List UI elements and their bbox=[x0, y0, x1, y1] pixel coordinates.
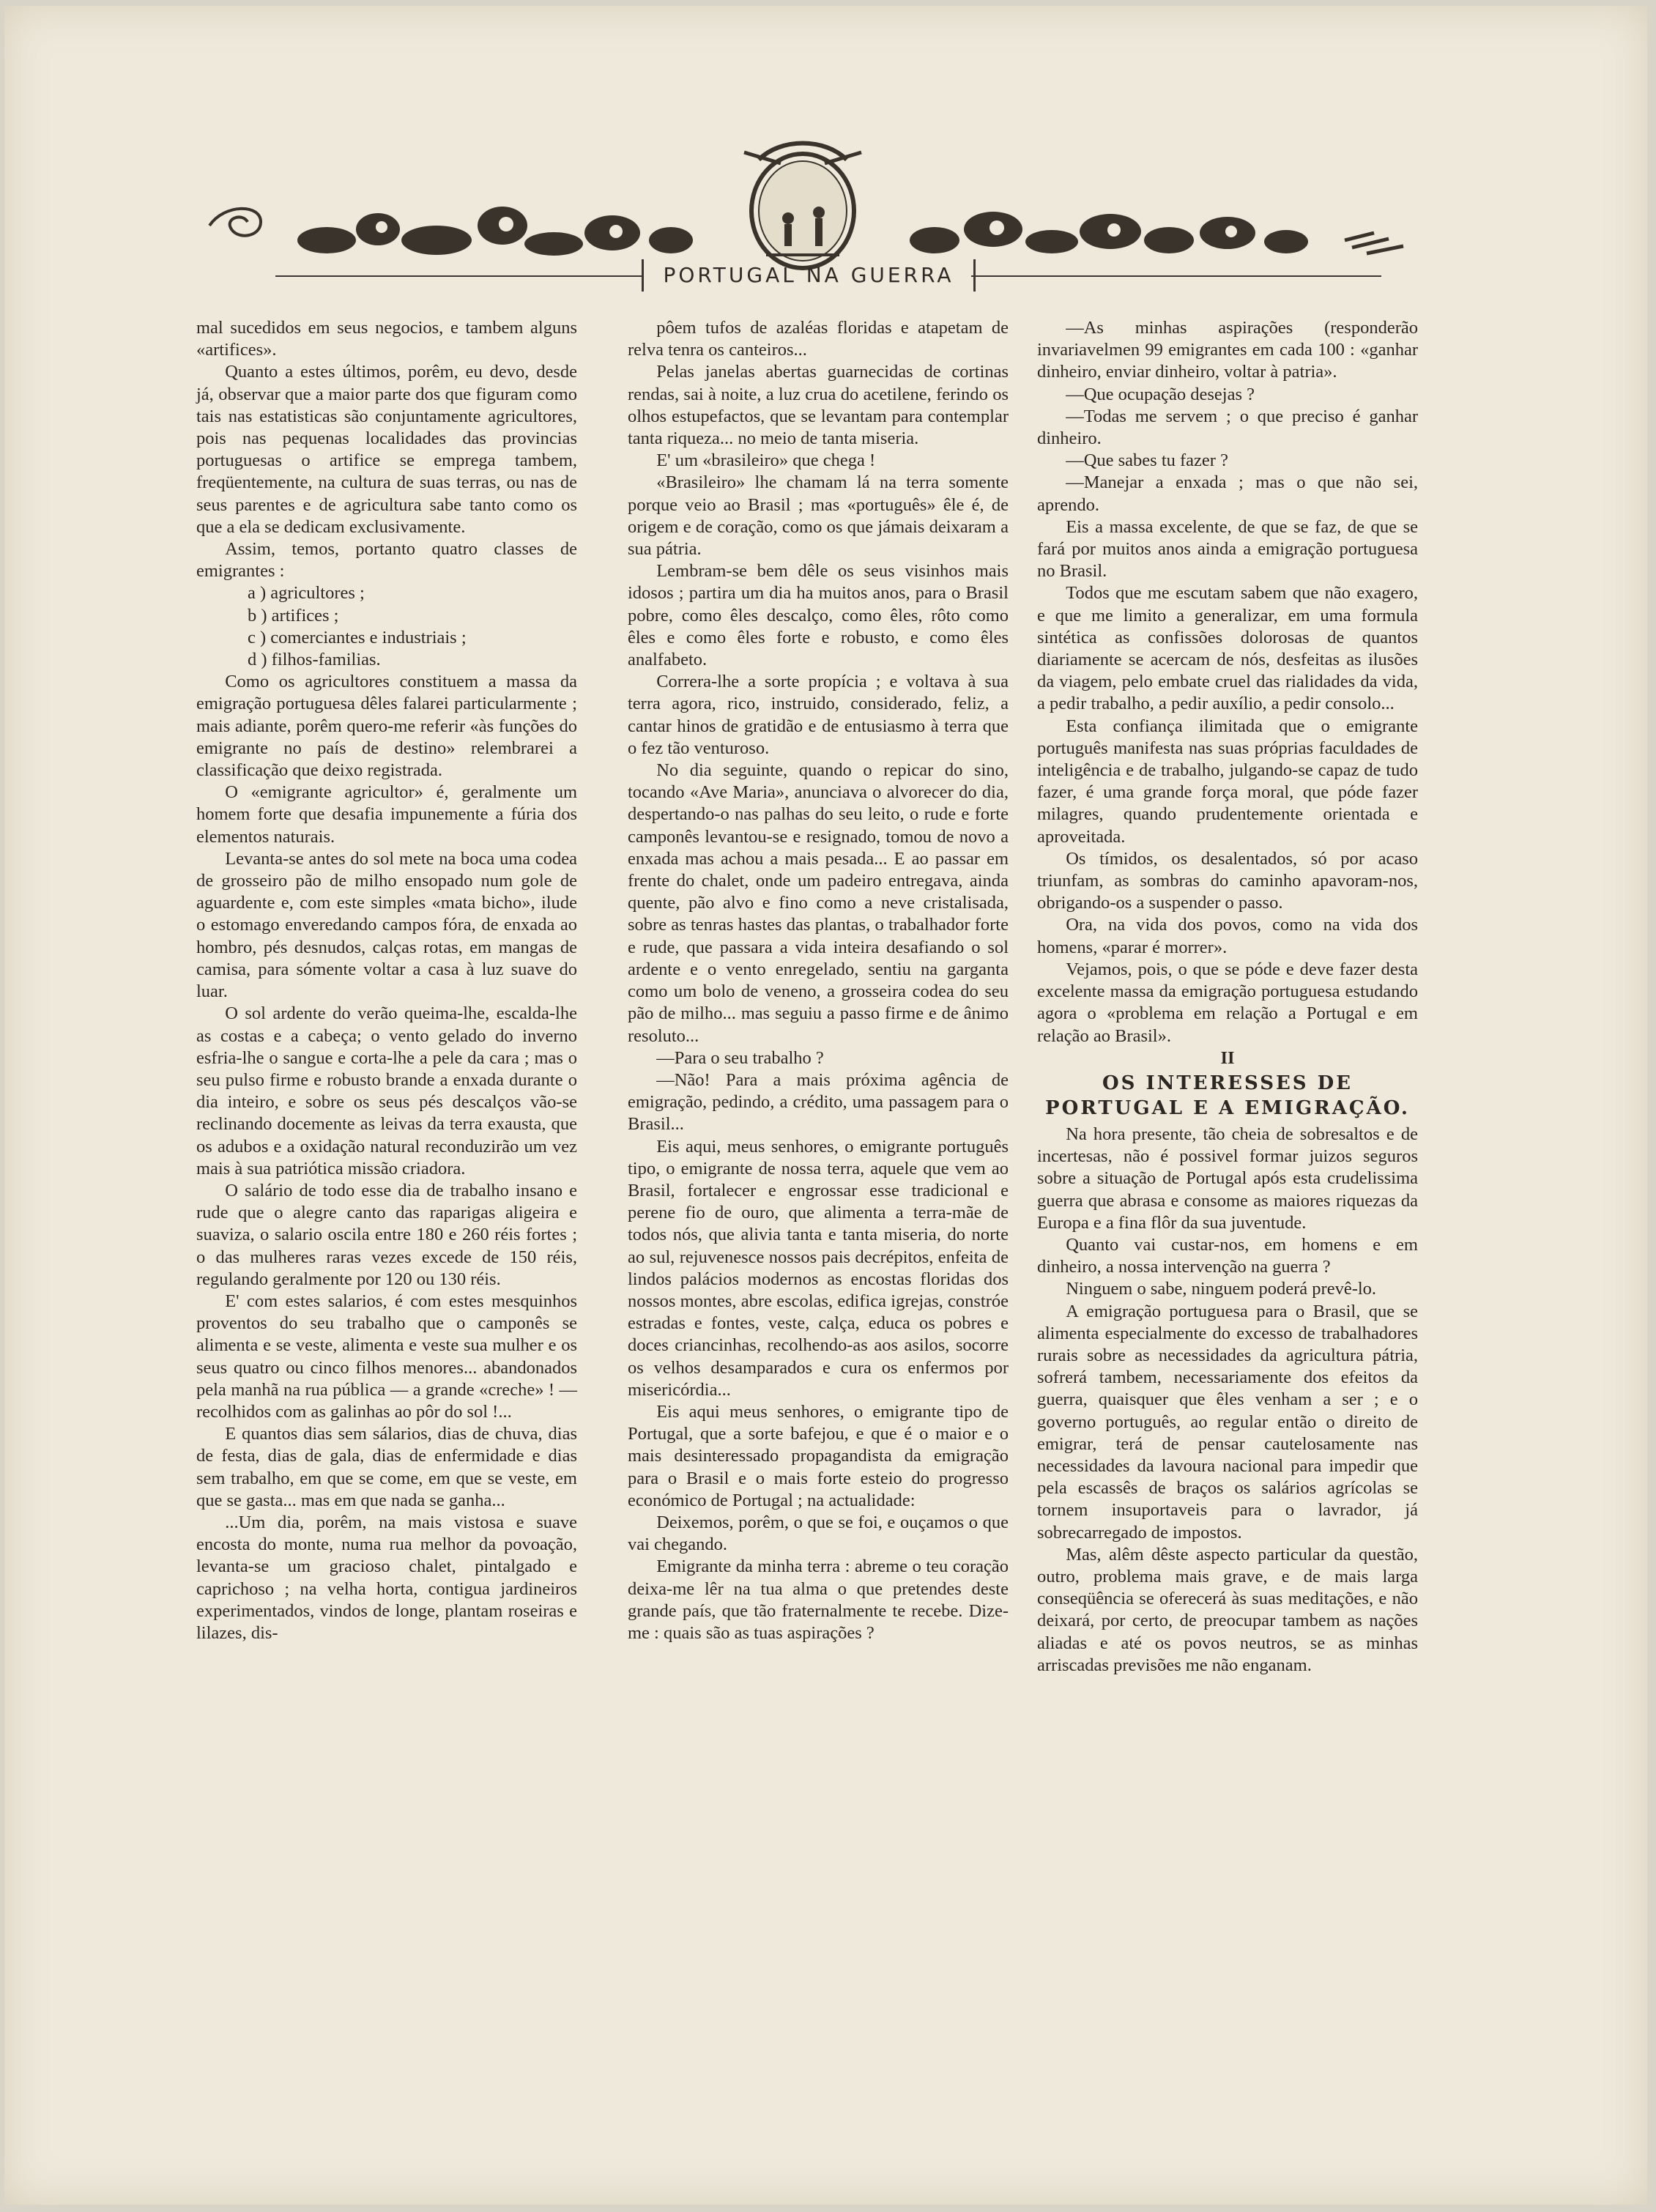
paragraph: Como os agricultores constituem a massa da emigração portuguesa dêles falarei particularmente ; mais adiante, porêm quero-me referir «às funções do emigrante no país de destino» relembrarei a classificação que deixo registrada. bbox=[196, 672, 577, 781]
paragraph: d ) filhos-familias. bbox=[248, 650, 381, 670]
paragraph: Assim, temos, portanto quatro classes de emigrantes : bbox=[196, 539, 577, 582]
paragraph: —Que sabes tu fazer ? bbox=[1066, 450, 1228, 471]
paragraph: O salário de todo esse dia de trabalho insano e rude que o alegre canto das raparigas aligeira e suaviza, o salario oscila entre 180 e 260 réis fortes ; o das mulheres raras vezes excede de 150 réis, regulando geralmente por 120 ou 130 réis. bbox=[196, 1180, 577, 1289]
paragraph: Ora, na vida dos povos, como na vida dos homens, «parar é morrer». bbox=[1037, 915, 1418, 957]
paragraph: A emigração portuguesa para o Brasil, que se alimenta especialmente do excesso de trabalhadores rurais sobre as necessidades da agricultura pátria, sofrerá tambem, necessariamente dos efeitos da guerra, quaisquer que êles venham a ser ; e o governo português, ao regular então o direito de emigrar, terá de pensar cautelosamente nas necessidades da lavoura nacional para impedir que pela escassês de braços os salários agrícolas se tornem insuportaveis para o lavrador, já sobrecarregado de impostos. bbox=[1037, 1301, 1418, 1543]
paragraph: Esta confiança ilimitada que o emigrante português manifesta nas suas próprias faculdades de inteligência e de trabalho, julgando-se capaz de tudo fazer, é uma grande força moral, que póde fazer milagres, quando prudentemente orientada e aproveitada. bbox=[1037, 716, 1418, 847]
text-column-3 bbox=[1037, 317, 1418, 1677]
paragraph: —Manejar a enxada ; mas o que não sei, aprendo. bbox=[1037, 472, 1418, 515]
paragraph: Todos que me escutam sabem que não exagero, e que me limito a generalizar, em uma formula sintética as confissões dolorosas de quantos diariamente se acercam de nós, desfeitas as ilusões da viagem, pelo embate cruel das rialidades da vida, a pedir trabalho, a pedir auxílio, a pedir consolo... bbox=[1037, 583, 1418, 714]
paragraph: Eis aqui, meus senhores, o emigrante português tipo, o emigrante de nossa terra, aquele que vem ao Brasil, fortalecer e engrossar esse tradicional e perene fio de ouro, que alimenta a terra-mãe de todos nós, que alivia tanta e tanta miseria, do norte ao sul, rejuvenesce nossos pais decrépitos, enfeita de lindos palácios modernos as encostas floridas dos nossos montes, abre escolas, edifica igrejas, constróe estradas e fontes, veste, calça, educa os pobres e doces criancinhas, recolhendo-as aos asilos, socorre os velhos desamparados e cura os enfermos por misericórdia... bbox=[628, 1136, 1009, 1400]
paragraph: No dia seguinte, quando o repicar do sino, tocando «Ave Maria», anunciava o alvorecer do dia, despertando-o nas palhas do seu leito, o rude e forte camponês levantou-se e resignado, tomou de novo a enxada mas achou a mais pesada... E ao passar em frente do chalet, onde um padeiro entregava, ainda quente, pão alvo e fino como a neve cristalisada, sobre as tenras hastes das plantas, o trabalhador forte e rude, que passara a vida inteira desafiando o sol ardente e o vento enregelado, sentiu na garganta como um bolo de veneno, a grosseira codea do seu pão de milho... mas seguiu a passo firme e de ânimo resoluto... bbox=[628, 760, 1009, 1046]
paragraph: —Para o seu trabalho ? bbox=[656, 1047, 824, 1068]
paragraph: Quanto vai custar-nos, em homens e em dinheiro, a nossa intervenção na guerra ? bbox=[1037, 1234, 1418, 1277]
text-column-1 bbox=[196, 317, 577, 1644]
paragraph: E quantos dias sem sálarios, dias de chuva, dias de festa, dias de gala, dias de enfermidade e dias sem trabalho, em que se come, em que se veste, em que se gasta... mas em que nada se ganha... bbox=[196, 1424, 577, 1510]
newspaper-page bbox=[4, 6, 1647, 2205]
paragraph: a ) agricultores ; bbox=[248, 583, 365, 604]
paragraph: Eis aqui meus senhores, o emigrante tipo de Portugal, que a sorte bafejou, e que é o maior e o mais desinteressado propagandista da emigração para o Brasil e o mais forte esteio do progresso económico de Portugal ; na actualidade: bbox=[628, 1401, 1009, 1510]
paragraph: «Brasileiro» lhe chamam lá na terra somente porque veio ao Brasil ; mas «português» êle é, de origem e de coração, como os que jámais deixaram a sua pátria. bbox=[628, 472, 1009, 560]
paragraph: Vejamos, pois, o que se póde e deve fazer desta excelente massa da emigração portuguesa estudando agora o «problema em relação a Portugal e em relação ao Brasil». bbox=[1037, 959, 1418, 1046]
paragraph: Deixemos, porêm, o que se foi, e ouçamos o que vai chegando. bbox=[628, 1512, 1009, 1555]
paragraph: Eis a massa excelente, de que se faz, de que se fará por muitos anos ainda a emigração portuguesa no Brasil. bbox=[1037, 516, 1418, 582]
paragraph: Na hora presente, tão cheia de sobresaltos e de incertesas, não é possivel formar juizos seguros sobre a situação de Portugal após esta crudelissima guerra que abrasa e consome as maiores riquezas da Europa e a fina flôr da sua juventude. bbox=[1037, 1124, 1418, 1233]
masthead-rule-left bbox=[275, 275, 642, 277]
paragraph: mal sucedidos em seus negocios, e tambem alguns «artifices». bbox=[196, 318, 577, 360]
paragraph: E' com estes salarios, é com estes mesquinhos proventos do seu trabalho que o camponês se alimenta e se veste, alimenta e veste sua mulher e os seus quatro ou cinco filhos menores... abandonados pela manhã na rua pública — a grande «creche» ! — recolhidos com as galinhas ao pôr do sol !... bbox=[196, 1291, 577, 1422]
paragraph: Emigrante da minha terra : abreme o teu coração deixa-me lêr na tua alma o que pretendes deste grande país, que tão fraternalmente te recebe. Dize-me : quais são as tuas aspirações ? bbox=[628, 1556, 1009, 1643]
paragraph: Mas, alêm dêste aspecto particular da questão, outro, problema mais grave, e de mais larga conseqüência se oferecerá às suas meditações, e não deixará, por certo, de preocupar tambem as nações aliadas e até os povos neutros, se as minhas arriscadas previsões me não enganam. bbox=[1037, 1544, 1418, 1675]
paragraph: O sol ardente do verão queima-lhe, escalda-lhe as costas e a cabeça; o vento gelado do inverno esfria-lhe o sangue e corta-lhe a pele da cara ; mas o seu pulso firme e robusto brande a enxada durante o dia inteiro, e sobre os seus pés descalços vão-se reclinando docemente as leivas da terra exausta, que os adubos e a oxidação natural reconduzirão um vez mais à sua patriótica missão criadora. bbox=[196, 1003, 577, 1179]
paragraph: —Que ocupação desejas ? bbox=[1066, 384, 1255, 404]
paragraph: E' um «brasileiro» que chega ! bbox=[656, 450, 876, 471]
paragraph: Levanta-se antes do sol mete na boca uma codea de grosseiro pão de milho ensopado num gole de aguardente e, com este simples «mata bicho», ilude o estomago enveredando campos fóra, de enxada ao hombro, pés desnudos, calças rotas, em mangas de camisa, para sómente voltar a casa à luz suave do luar. bbox=[196, 848, 577, 1002]
paragraph: Quanto a estes últimos, porêm, eu devo, desde já, observar que a maior parte dos que figuram como tais nas estatisticas são conjuntamente agricultores, pois nas pequenas localidades das provincias portuguesas o artifice se emprega tambem, freqüentemente, na cultura de suas terras, ou nas de seus parentes e de agricultura sabe tanto como os que a ela se dedicam exclusivamente. bbox=[196, 362, 577, 537]
paragraph: —As minhas aspirações (responderão invariavelmen 99 emigrantes em cada 100 : «ganhar dinheiro, enviar dinheiro, voltar à patria». bbox=[1037, 318, 1418, 382]
section-number: II bbox=[1220, 1047, 1235, 1068]
paragraph: Ninguem o sabe, ninguem poderá prevê-lo. bbox=[1066, 1279, 1377, 1299]
paragraph: Os tímidos, os desalentados, só por acaso triunfam, as sombras do caminho apavoram-nos, obrigando-os a suspender o passo. bbox=[1037, 848, 1418, 913]
paragraph: b ) artifices ; bbox=[248, 605, 339, 626]
paragraph: c ) comerciantes e industriais ; bbox=[248, 627, 467, 647]
paragraph: Lembram-se bem dêle os seus visinhos mais idosos ; partira um dia ha muitos anos, para o Brasil pobre, como êles descalço, como êles, rôto como êles e como êles forte e robusto, e como êles analfabeto. bbox=[628, 561, 1009, 670]
section-heading: OS INTERESSES DE PORTUGAL E A EMIGRAÇÃO. bbox=[1045, 1072, 1410, 1119]
paragraph: pôem tufos de azaléas floridas e atapetam de relva tenra os canteiros... bbox=[628, 318, 1009, 360]
paragraph: O «emigrante agricultor» é, geralmente um homem forte que desafia impunemente a fúria dos elementos naturais. bbox=[196, 782, 577, 847]
paragraph: ...Um dia, porêm, na mais vistosa e suave encosta do monte, numa rua melhor da povoação, levanta-se um gracioso chalet, pintalgado e caprichoso ; na velha horta, contigua jardineiros experimentados, vindos de longe, plantam roseiras e lilazes, dis- bbox=[196, 1512, 577, 1643]
masthead-title: PORTUGAL NA GUERRA bbox=[642, 259, 976, 292]
text-column-2 bbox=[628, 317, 1009, 1644]
paragraph: Correra-lhe a sorte propícia ; e voltava à sua terra agora, rico, instruido, considerado, feliz, a cantar hinos de gratidão e de entusiasmo à terra que o fez tão venturoso. bbox=[628, 672, 1009, 758]
floral-ornament bbox=[202, 130, 1418, 277]
paragraph: Pelas janelas abertas guarnecidas de cortinas rendas, sai à noite, a luz crua do acetilene, ferindo os olhos estupefactos, que se levantam para contemplar tanta riqueza... no meio de tanta miseria. bbox=[628, 362, 1009, 449]
paragraph: —Todas me servem ; o que preciso é ganhar dinheiro. bbox=[1037, 406, 1418, 449]
paragraph: —Não! Para a mais próxima agência de emigração, pedindo, a crédito, uma passagem para o Brasil... bbox=[628, 1069, 1009, 1135]
masthead-rule-right bbox=[971, 275, 1381, 277]
